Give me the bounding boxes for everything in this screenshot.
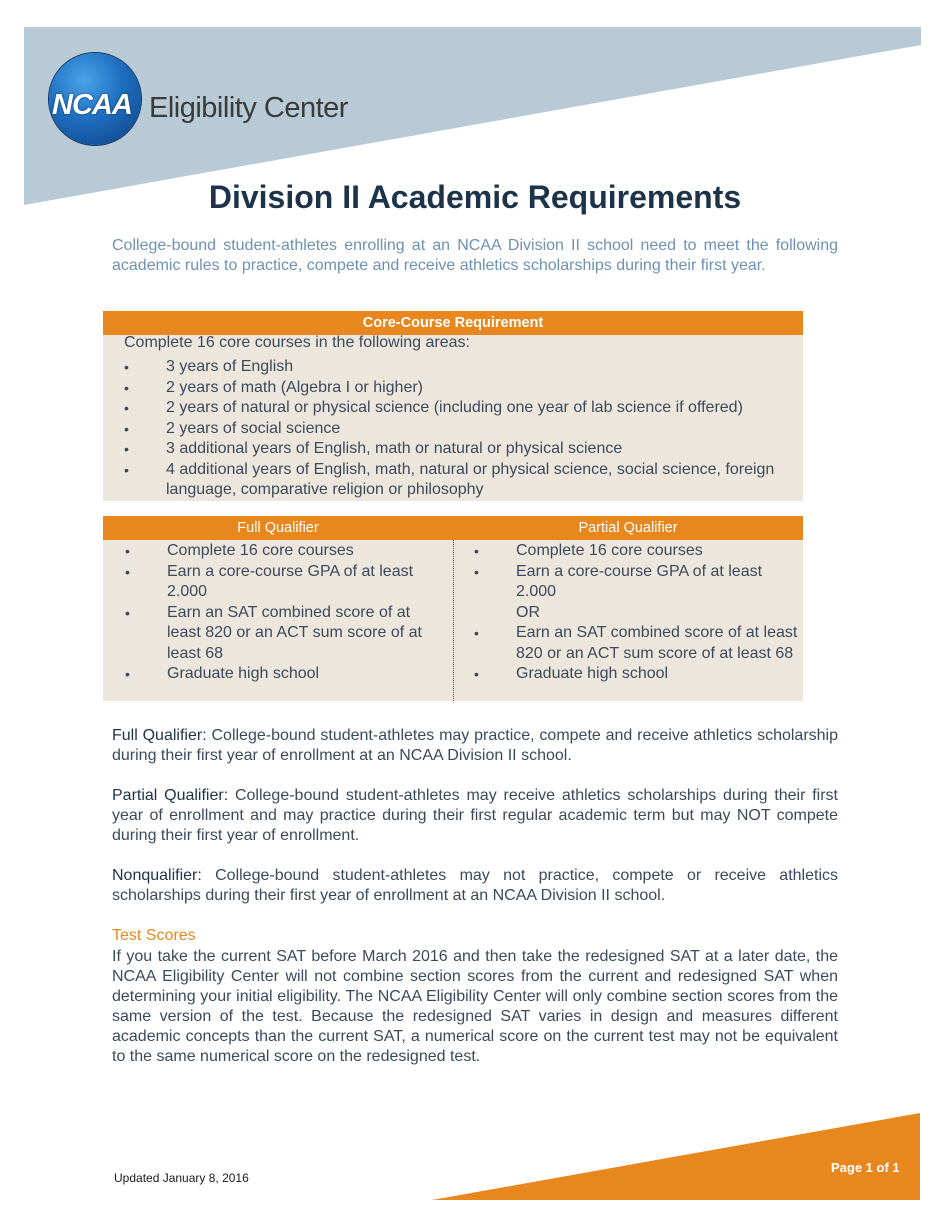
list-item: • 4 additional years of English, math, natural or physical science, social science, foreign language, comparative religion or philosophy bbox=[166, 460, 796, 501]
definition-label: Full Qualifier: bbox=[112, 727, 207, 744]
list-item: • Earn a core-course GPA of at least 2.000 OR bbox=[516, 562, 801, 624]
core-course-lead: Complete 16 core courses in the following areas: bbox=[124, 334, 470, 351]
column-divider bbox=[453, 540, 454, 701]
full-qualifier-heading: Full Qualifier bbox=[237, 520, 319, 536]
core-course-box bbox=[103, 311, 803, 501]
page-title: Division II Academic Requirements bbox=[208, 179, 742, 215]
intro-paragraph: College-bound student-athletes enrolling at an NCAA Division II school need to meet the following academic rules to practice, compete and receive athletics scholarships during their first year. bbox=[112, 237, 838, 274]
list-item: • Graduate high school bbox=[167, 664, 447, 685]
footer-banner bbox=[0, 1110, 950, 1205]
definition-label: Nonqualifier: bbox=[112, 867, 202, 884]
list-item: • Earn an SAT combined score of at least 820 or an ACT sum score of at least 68 bbox=[516, 623, 801, 664]
qualifier-table bbox=[103, 516, 803, 701]
logo-text: Eligibility Center bbox=[149, 92, 348, 124]
definition-text: College-bound student-athletes may practice, compete and receive athletics scholarship during their first year of enrollment at an NCAA Division II school. bbox=[112, 727, 839, 764]
definition-text: College-bound student-athletes may receive athletics scholarships during their first year of enrollment and may practice during their first regular academic term but may NOT compete during their first year of enrollment. bbox=[112, 787, 839, 844]
list-item: • Earn a core-course GPA of at least 2.000 bbox=[167, 562, 447, 603]
page-number: Page 1 of 1 bbox=[831, 1160, 900, 1175]
definition-label: Partial Qualifier: bbox=[112, 787, 229, 804]
list-item: • 2 years of social science bbox=[166, 419, 796, 440]
partial-qualifier-definition bbox=[112, 786, 838, 846]
list-item: • Complete 16 core courses bbox=[167, 541, 447, 562]
list-item: • Graduate high school bbox=[516, 664, 801, 685]
list-item: • 3 years of English bbox=[166, 357, 796, 378]
list-item: • Complete 16 core courses bbox=[516, 541, 801, 562]
full-qualifier-list bbox=[167, 541, 447, 685]
partial-qualifier-heading: Partial Qualifier bbox=[578, 520, 678, 536]
full-qualifier-definition bbox=[112, 726, 838, 766]
nonqualifier-definition bbox=[112, 866, 838, 906]
test-scores-heading: Test Scores bbox=[112, 927, 196, 944]
list-item: • 2 years of natural or physical science (including one year of lab science if offered) bbox=[166, 398, 796, 419]
qualifier-header-row bbox=[103, 516, 803, 540]
definition-text: College-bound student-athletes may not practice, compete or receive athletics scholarships during their first year of enrollment at an NCAA Division II school. bbox=[112, 867, 839, 904]
updated-date: Updated January 8, 2016 bbox=[114, 1171, 249, 1185]
logo-word: NCAA bbox=[52, 89, 132, 121]
test-scores-text: If you take the current SAT before March 2016 and then take the redesigned SAT at a later date, the NCAA Eligibility Center will not combine section scores from the current and redesigned SAT when determining your initial eligibility. The NCAA Eligibility Center will only combine section scores from the same version of the test. Because the redesigned SAT varies in design and measures different academic concepts than the current SAT, a numerical score on the current test may not be equivalent to the same numerical score on the redesigned test. bbox=[112, 948, 838, 1065]
partial-qualifier-list bbox=[516, 541, 801, 685]
core-course-heading: Core-Course Requirement bbox=[103, 311, 803, 335]
list-item: • Earn an SAT combined score of at least 820 or an ACT sum score of at least 68 bbox=[167, 603, 447, 665]
list-item: • 3 additional years of English, math or natural or physical science bbox=[166, 439, 796, 460]
or-label: OR bbox=[516, 603, 540, 621]
list-item: • 2 years of math (Algebra I or higher) bbox=[166, 378, 796, 399]
core-course-list bbox=[166, 357, 796, 501]
